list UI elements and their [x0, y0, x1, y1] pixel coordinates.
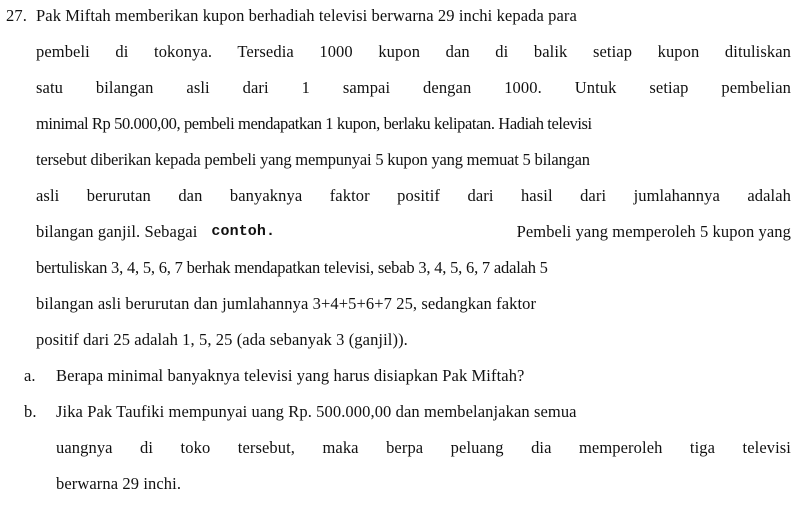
problem-line-8: bertuliskan 3, 4, 5, 6, 7 berhak mendapatkan televisi, sebab 3, 4, 5, 6, 7 adalah 5: [36, 258, 548, 277]
contoh-keyword: contoh.: [211, 223, 276, 240]
problem-number: 27.: [6, 6, 27, 25]
part-b-line-2: uangnya di toko tersebut, maka berpa peluang dia memperoleh tiga televisi: [56, 438, 791, 457]
part-b-line-3: berwarna 29 inchi.: [56, 474, 182, 493]
part-a-label: a.: [24, 366, 36, 385]
problem-line-1: Pak Miftah memberikan kupon berhadiah televisi berwarna 29 inchi kepada para: [36, 6, 577, 25]
text-run-2: Pembeli yang memperoleh 5 kupon yang: [516, 222, 791, 241]
problem-line-10: positif dari 25 adalah 1, 5, 25 (ada sebanyak 3 (ganjil)).: [36, 330, 408, 349]
problem-line-6: asli berurutan dan banyaknya faktor positif dari hasil dari jumlahannya adalah: [36, 186, 791, 205]
part-b-label: b.: [24, 402, 37, 421]
problem-line-4: minimal Rp 50.000,00, pembeli mendapatkan 1 kupon, berlaku kelipatan. Hadiah televisi: [36, 114, 592, 133]
text-run: bilangan ganjil. Sebagai: [36, 222, 198, 241]
problem-line-9: bilangan asli berurutan dan jumlahannya 3+4+5+6+7 25, sedangkan faktor: [36, 294, 537, 313]
problem-line-3: satu bilangan asli dari 1 sampai dengan 1000. Untuk setiap pembelian: [36, 78, 791, 97]
problem-line-5: tersebut diberikan kepada pembeli yang mempunyai 5 kupon yang memuat 5 bilangan: [36, 150, 590, 169]
part-b-line-1: Jika Pak Taufiki mempunyai uang Rp. 500.000,00 dan membelanjakan semua: [56, 402, 577, 421]
problem-line-2: pembeli di tokonya. Tersedia 1000 kupon dan di balik setiap kupon dituliskan: [36, 42, 791, 61]
problem-line-7: [36, 222, 791, 242]
part-a-line-1: Berapa minimal banyaknya televisi yang harus disiapkan Pak Miftah?: [56, 366, 525, 385]
